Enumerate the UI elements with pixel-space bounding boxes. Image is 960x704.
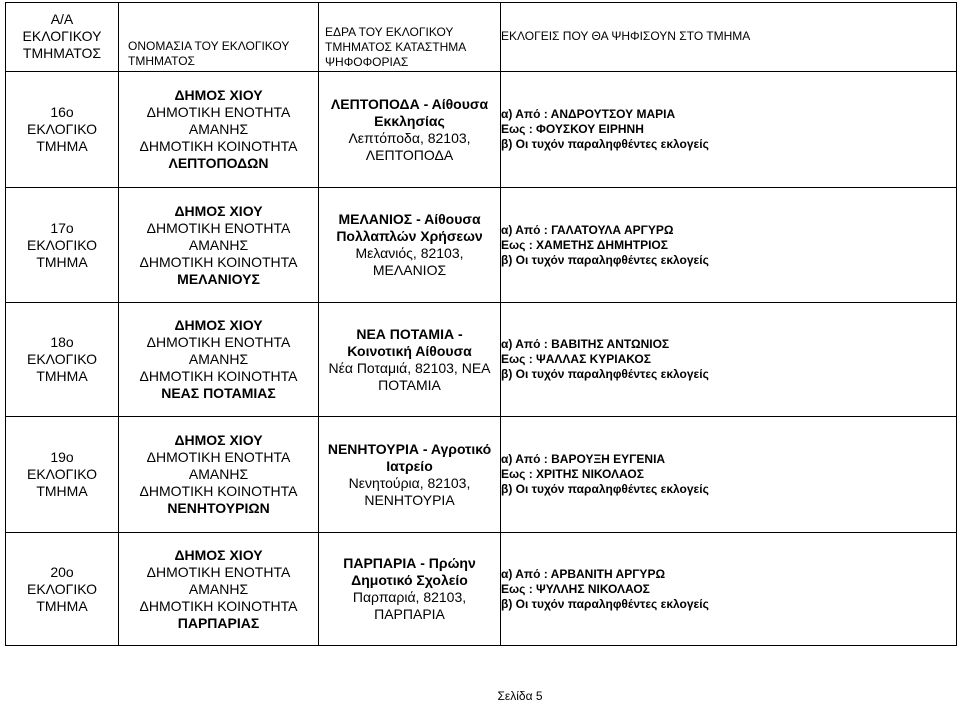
section-name-line: ΜΕΛΑΝΙΟΥΣ: [177, 270, 260, 287]
section-name-line: ΔΗΜΟΣ ΧΙΟΥ: [174, 546, 263, 563]
section-name-line: ΔΗΜΟΤΙΚΗ ΚΟΙΝΟΤΗΤΑ: [139, 483, 298, 499]
voters-line: α) Από : ΑΡΒΑΝΙΤΗ ΑΡΓΥΡΩ: [501, 566, 666, 581]
voters-cell: [501, 417, 957, 533]
polling-place-title-line: ΝΕΑ ΠΟΤΑΜΙΑ -: [356, 325, 463, 342]
section-number-line: 18ο: [50, 334, 74, 350]
table-row: [6, 303, 957, 417]
header-voters: ΕΚΛΟΓΕΙΣ ΠΟΥ ΘΑ ΨΗΦΙΣΟΥΝ ΣΤΟ ΤΜΗΜΑ: [501, 3, 957, 72]
polling-place-address-line: Νέα Ποταμιά, 82103, ΝΕΑ: [328, 359, 491, 376]
section-name-line: ΔΗΜΟΣ ΧΙΟΥ: [174, 432, 263, 448]
section-name-line: ΝΕΝΗΤΟΥΡΙΩΝ: [167, 500, 270, 516]
section-number-line: 16ο: [50, 104, 74, 120]
section-number-line: ΤΜΗΜΑ: [36, 597, 88, 614]
section-name-line: ΔΗΜΟΤΙΚΗ ΚΟΙΝΟΤΗΤΑ: [139, 368, 298, 384]
voters-line: β) Οι τυχόν παραληφθέντες εκλογείς: [501, 137, 709, 151]
section-name-line: ΔΗΜΟΤΙΚΗ ΚΟΙΝΟΤΗΤΑ: [139, 597, 298, 614]
section-number-line: ΕΚΛΟΓΙΚΟ: [26, 466, 98, 482]
section-name-line: ΑΜΑΝΗΣ: [188, 236, 249, 253]
section-name-line: ΑΜΑΝΗΣ: [188, 466, 249, 482]
polling-place-address-line: Παρπαριά, 82103,: [352, 589, 467, 605]
table-row: [6, 72, 957, 188]
section-name-cell: [119, 417, 319, 533]
polling-place-title-line: ΛΕΠΤΟΠΟΔΑ - Αίθουσα: [330, 95, 489, 112]
voters-cell: [501, 303, 957, 417]
voters-line: Εως : ΧΑΜΕΤΗΣ ΔΗΜΗΤΡΙΟΣ: [501, 237, 668, 252]
voters-line: α) Από : ΒΑΡΟΥΞΗ ΕΥΓΕΝΙΑ: [501, 452, 666, 466]
section-number-cell: [6, 303, 119, 417]
voters-line: β) Οι τυχόν παραληφθέντες εκλογείς: [501, 367, 709, 381]
voters-line: β) Οι τυχόν παραληφθέντες εκλογείς: [501, 252, 709, 267]
voters-cell: [501, 533, 957, 646]
voters-line: α) Από : ΑΝΔΡΟΥΤΣΟΥ ΜΑΡΙΑ: [501, 107, 676, 121]
section-number-line: 17ο: [50, 219, 74, 236]
section-number-line: ΕΚΛΟΓΙΚΟ: [26, 351, 98, 367]
section-name-line: ΔΗΜΟΤΙΚΗ ΕΝΟΤΗΤΑ: [146, 219, 291, 236]
table-row: [6, 417, 957, 533]
section-name-line: ΑΜΑΝΗΣ: [188, 121, 249, 137]
table-row: [6, 533, 957, 646]
section-name-cell: [119, 303, 319, 417]
section-name-line: ΔΗΜΟΤΙΚΗ ΕΝΟΤΗΤΑ: [146, 563, 291, 580]
section-name-line: ΔΗΜΟΣ ΧΙΟΥ: [174, 87, 263, 103]
section-number-line: ΕΚΛΟΓΙΚΟ: [26, 121, 98, 137]
polling-place-address-line: Μελανιός, 82103,: [355, 245, 464, 261]
section-name-line: ΑΜΑΝΗΣ: [188, 351, 249, 367]
polling-place-title-line: Δημοτικό Σχολείο: [351, 572, 468, 588]
polling-place-title-line: Εκκλησίας: [374, 112, 445, 129]
header-polling-place: ΕΔΡΑ ΤΟΥ ΕΚΛΟΓΙΚΟΥ ΤΜΗΜΑΤΟΣ ΚΑΤΑΣΤΗΜΑ ΨΗΦΟΦΟΡΙΑΣ: [319, 3, 501, 72]
section-number-cell: [6, 417, 119, 533]
section-name-cell: [119, 188, 319, 303]
polling-place-cell: [319, 533, 501, 646]
voters-line: Εως : ΨΑΛΛΑΣ ΚΥΡΙΑΚΟΣ: [501, 352, 651, 366]
section-number-line: 20ο: [50, 563, 74, 580]
polling-stations-table: [5, 2, 957, 646]
polling-place-address-line: ΠΑΡΠΑΡΙΑ: [374, 606, 445, 622]
voters-cell: [501, 72, 957, 188]
section-name-line: ΑΜΑΝΗΣ: [188, 580, 249, 597]
section-number-cell: [6, 72, 119, 188]
polling-place-title-line: Κοινοτική Αίθουσα: [347, 342, 472, 359]
section-number-line: ΕΚΛΟΓΙΚΟ: [26, 580, 98, 597]
page-number: Σελίδα 5: [497, 689, 543, 703]
voters-line: β) Οι τυχόν παραληφθέντες εκλογείς: [501, 596, 709, 611]
section-number-cell: [6, 533, 119, 646]
section-name-line: ΛΕΠΤΟΠΟΔΩΝ: [168, 155, 269, 171]
section-number-line: ΤΜΗΜΑ: [36, 138, 88, 154]
voters-line: Εως : ΨΥΛΛΗΣ ΝΙΚΟΛΑΟΣ: [501, 581, 650, 596]
section-number-line: ΤΜΗΜΑ: [36, 483, 88, 499]
table-row: [6, 188, 957, 303]
section-name-cell: [119, 533, 319, 646]
section-name-line: ΔΗΜΟΤΙΚΗ ΚΟΙΝΟΤΗΤΑ: [139, 138, 298, 154]
voters-line: α) Από : ΓΑΛΑΤΟΥΛΑ ΑΡΓΥΡΩ: [501, 222, 674, 237]
polling-place-address-line: ΜΕΛΑΝΙΟΣ: [372, 262, 447, 278]
polling-place-address-line: ΠΟΤΑΜΙΑ: [378, 376, 441, 393]
section-name-line: ΔΗΜΟΣ ΧΙΟΥ: [174, 317, 263, 333]
section-number-line: ΤΜΗΜΑ: [36, 253, 88, 270]
polling-place-address-line: ΛΕΠΤΟΠΟΔΑ: [365, 146, 454, 163]
polling-place-title-line: ΝΕΝΗΤΟΥΡΙΑ - Αγροτικό: [327, 440, 492, 457]
polling-place-cell: [319, 417, 501, 533]
polling-place-address-line: Λεπτόποδα, 82103,: [348, 129, 471, 146]
polling-place-address-line: ΝΕΝΗΤΟΥΡΙΑ: [364, 491, 455, 508]
section-number-cell: [6, 188, 119, 303]
polling-place-cell: [319, 188, 501, 303]
section-name-cell: [119, 72, 319, 188]
section-number-line: 19ο: [50, 449, 74, 465]
polling-place-address-line: Νενητούρια, 82103,: [348, 474, 471, 491]
polling-place-cell: [319, 72, 501, 188]
polling-place-title-line: Πολλαπλών Χρήσεων: [336, 228, 483, 244]
header-section-number: Α/Α ΕΚΛΟΓΙΚΟΥ ΤΜΗΜΑΤΟΣ: [6, 3, 119, 72]
section-number-line: ΕΚΛΟΓΙΚΟ: [26, 236, 98, 253]
section-name-line: ΝΕΑΣ ΠΟΤΑΜΙΑΣ: [161, 385, 276, 401]
section-name-line: ΔΗΜΟΤΙΚΗ ΕΝΟΤΗΤΑ: [146, 104, 291, 120]
section-name-line: ΔΗΜΟΤΙΚΗ ΚΟΙΝΟΤΗΤΑ: [139, 253, 298, 270]
polling-place-title-line: ΠΑΡΠΑΡΙΑ - Πρώην: [343, 555, 476, 571]
section-number-line: ΤΜΗΜΑ: [36, 368, 88, 384]
voters-line: β) Οι τυχόν παραληφθέντες εκλογείς: [501, 482, 709, 496]
section-name-line: ΔΗΜΟΤΙΚΗ ΕΝΟΤΗΤΑ: [146, 334, 291, 350]
section-name-line: ΠΑΡΠΑΡΙΑΣ: [177, 614, 260, 631]
voters-line: Εως : ΦΟΥΣΚΟΥ ΕΙΡΗΝΗ: [501, 122, 644, 136]
voters-line: Εως : ΧΡΙΤΗΣ ΝΙΚΟΛΑΟΣ: [501, 467, 644, 481]
section-name-line: ΔΗΜΟΣ ΧΙΟΥ: [174, 202, 263, 219]
section-name-line: ΔΗΜΟΤΙΚΗ ΕΝΟΤΗΤΑ: [146, 449, 291, 465]
polling-place-title-line: Ιατρείο: [386, 457, 433, 474]
voters-cell: [501, 188, 957, 303]
polling-place-cell: [319, 303, 501, 417]
table-header-row: [6, 3, 957, 72]
polling-place-title-line: ΜΕΛΑΝΙΟΣ - Αίθουσα: [338, 211, 481, 227]
voters-line: α) Από : ΒΑΒΙΤΗΣ ΑΝΤΩΝΙΟΣ: [501, 337, 670, 351]
header-section-name: ΟΝΟΜΑΣΙΑ ΤΟΥ ΕΚΛΟΓΙΚΟΥ ΤΜΗΜΑΤΟΣ: [119, 3, 319, 72]
